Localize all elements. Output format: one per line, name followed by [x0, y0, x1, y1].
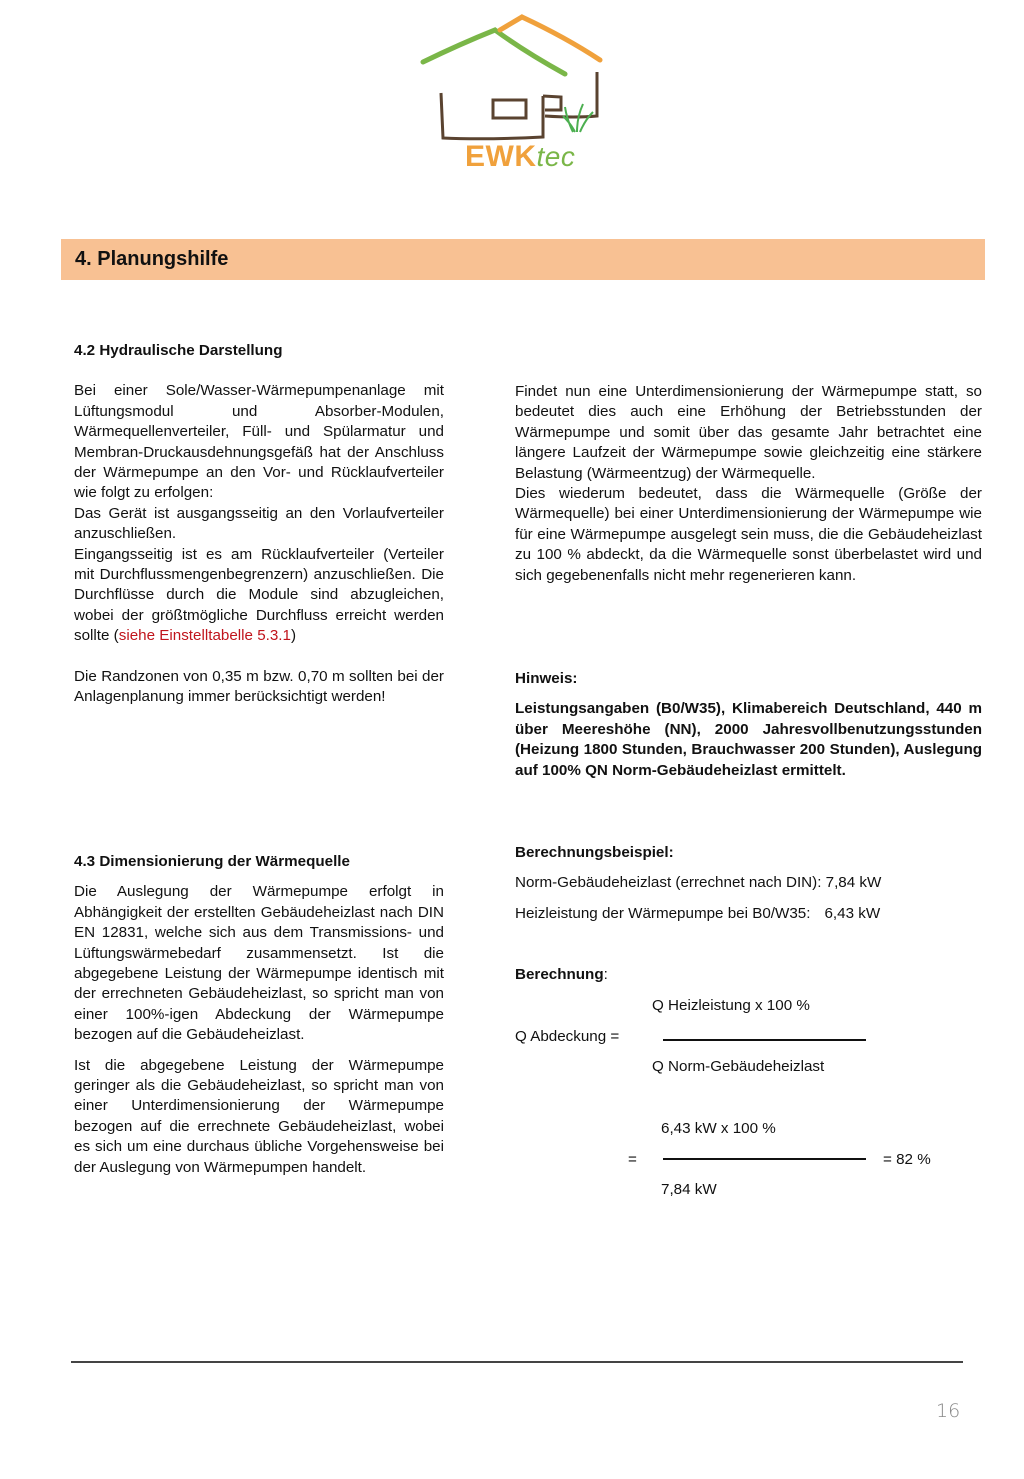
hinweis-text: Leistungsangaben (B0/W35), Klimabereich Deutschland, 440 m über Meereshöhe (NN), 2000 Jahresvollbenutzungsstunden (Heizung 1800 Stunden, Brauchwasser 200 Stunden), Auslegung auf 100% QN Norm-Gebäudeheizlast ermittelt. — [515, 700, 982, 779]
formula-fraction-line — [663, 1039, 866, 1041]
paragraph-right-1: Findet nun eine Unterdimensionierung der Wärmepumpe statt, so bedeutet dies auch eine Erhöhung der Betriebsstunden der Wärmepumpe und somit über das gesamte Jahr betrachtet eine längere Laufzeit der Wärmepumpe sowie gleichzeitig eine stärkere Belastung (Wärmeentzug) der Wärmequelle. — [515, 383, 982, 482]
formula-denominator: Q Norm-Gebäudeheizlast — [652, 1058, 825, 1075]
ewktec-logo — [415, 12, 610, 177]
section-4-3 — [74, 852, 444, 1178]
example-numerator: 6,43 kW x 100 % — [661, 1120, 776, 1137]
logo-brand-main: EWK — [465, 140, 537, 173]
beispiel-heizlast: Norm-Gebäudeheizlast (errechnet nach DIN): 7,84 kW — [515, 874, 882, 892]
heading-4-2: 4.2 Hydraulische Darstellung — [74, 342, 283, 359]
section-4-2 — [74, 341, 444, 708]
paragraph-4-2-outlet: Das Gerät ist ausgangsseitig an den Vorlaufverteiler anzuschließen. — [74, 504, 444, 543]
hinweis-block — [515, 669, 982, 781]
example-denominator: 7,84 kW — [661, 1181, 717, 1198]
section-title: 4. Planungshilfe — [75, 248, 229, 270]
section-header-bar — [61, 239, 985, 280]
example-equals: = — [628, 1151, 637, 1168]
beispiel-label: Berechnungsbeispiel: — [515, 844, 674, 861]
right-column-text — [515, 382, 982, 586]
paragraph-right-2: Dies wiederum bedeutet, dass die Wärmequelle (Größe der Wärmequelle) bei einer Unterdimensionierung der Wärmepumpe wie für eine Wärmepumpe ausgelegt sein muss, die die Gebäudeheizlast zu 100 % abdeckt, da die Wärmequelle sonst überbelastet wird und sich gegebenenfalls nicht mehr regenerieren kann. — [515, 485, 982, 584]
paragraph-4-3-unterdimensionierung: Ist die abgegebene Leistung der Wärmepumpe geringer als die Gebäudeheizlast, so spricht man von einer Unterdimensionierung der Wärmepumpe bezogen auf die errechnete Gebäudeheizlast, wobei es sich um eine durchaus übliche Vorgehensweise bei der Auslegung von Wärmepumpen handelt. — [74, 1056, 444, 1176]
formula-lhs: Q Abdeckung = — [515, 1028, 620, 1045]
logo-wordmark — [465, 140, 575, 174]
paragraph-4-2-intro: Bei einer Sole/Wasser-Wärmepumpenanlage mit Lüftungsmodul und Absorber-Modulen, Wärmequellenverteiler, Füll- und Spülarmatur und Membran-Druckausdehnungsgefäß hat der Anschluss der Wärmepumpe an den Vor- und Rücklaufverteiler wie folgt zu erfolgen: — [74, 382, 444, 502]
page-number: 16 — [936, 1400, 961, 1422]
link-einstelltabelle[interactable]: siehe Einstelltabelle 5.3.1 — [118, 627, 291, 645]
beispiel-heizleistung-label: Heizleistung der Wärmepumpe bei B0/W35: — [515, 904, 811, 922]
logo-brand-suffix: tec — [536, 141, 576, 172]
beispiel-heizleistung-value: 6,43 kW — [824, 904, 881, 922]
paragraph-4-2-inlet — [74, 545, 444, 647]
paragraph-4-3-auslegung: Die Auslegung der Wärmepumpe erfolgt in Abhängigkeit der erstellten Gebäudeheizlast nach DIN EN 12831, welche sich aus dem Transmissions- und Lüftungswärmebedarf zusammensetzt. Ist die abgegebene Leistung der Wärmepumpe identisch mit der errechneten Gebäudeheizlast, so spricht man von einer 100%-igen Abdeckung der Wärmepumpe bezogen auf die Gebäudeheizlast. — [74, 883, 444, 1044]
formula-numerator: Q Heizleistung x 100 % — [652, 997, 810, 1014]
beispiel-heizleistung — [515, 904, 982, 924]
example-fraction-line — [663, 1158, 866, 1160]
berechnungsbeispiel-block — [515, 843, 982, 924]
footer-divider — [71, 1361, 963, 1363]
paragraph-4-2-randzonen: Die Randzonen von 0,35 m bzw. 0,70 m sollten bei der Anlagenplanung immer berücksichtigt werden! — [74, 667, 444, 706]
paragraph-4-2-inlet-close: ) — [290, 627, 297, 645]
berechnung-label: Berechnung: — [515, 966, 608, 983]
hinweis-label: Hinweis: — [515, 670, 578, 687]
paragraph-4-2-inlet-text: Eingangsseitig ist es am Rücklaufverteiler (Verteiler mit Durchflussmengenbegrenzern) anzuschließen. Die Durchflüsse durch die Module sind abzugleichen, wobei der größtmögliche Durchfluss erreicht werden sollte ( — [74, 545, 444, 645]
heading-4-3: 4.3 Dimensionierung der Wärmequelle — [74, 853, 350, 870]
example-result: = 82 % — [883, 1151, 931, 1168]
